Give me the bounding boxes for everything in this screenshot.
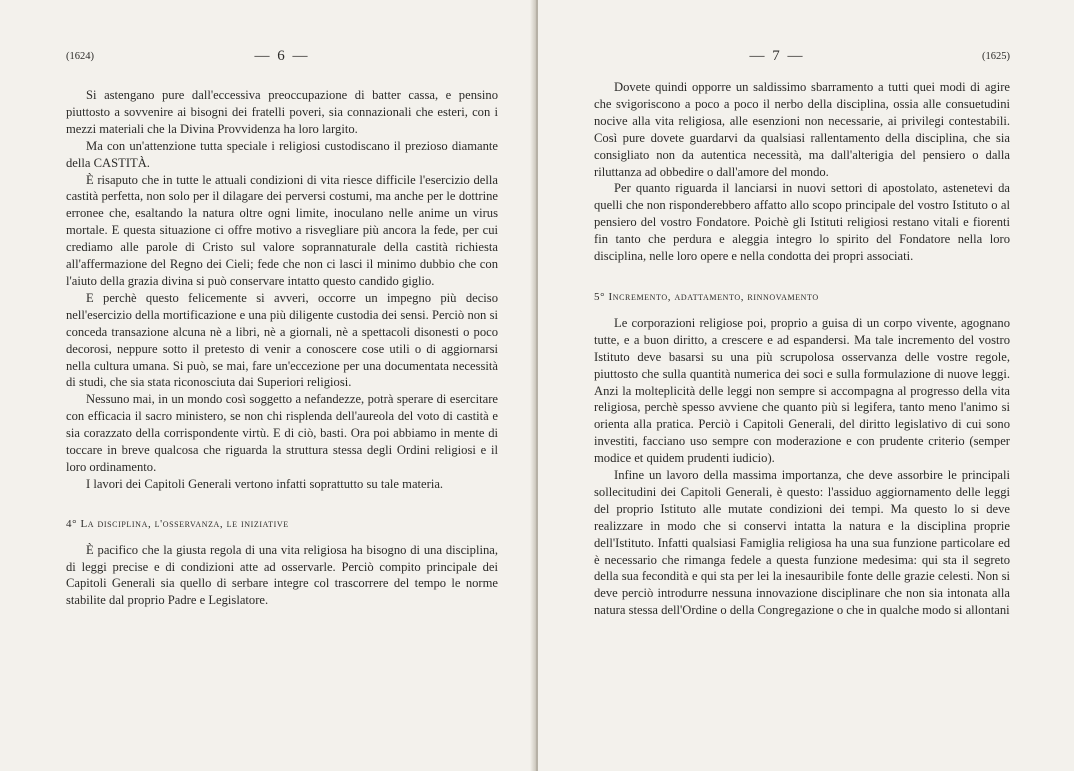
paragraph: Nessuno mai, in un mondo così soggetto a nefandezze, potrà sperare di esercitare con efficacia il sacro ministero, se non chi risplenda dell'aureola del voto di castità e sia corazzato della corrispondente virtù. E di ciò, basti. Ora poi abbiamo in mente di toccare in breve qualcosa che riguarda la struttura stessa degli Ordini religiosi e il loro ordinamento. [66, 392, 498, 474]
left-page-number: — 6 — [254, 48, 310, 64]
paragraph: Dovete quindi opporre un saldissimo sbarramento a tutti quei modi di agire che svigoriscono a poco a poco il nerbo della disciplina, ossia alle consuetudini nocive alla vita religiosa, alle esenzioni non necessarie, ai privilegi contestabili. Così pure dovete guardarvi da qualsiasi rallentamento della disciplina, che sia consigliato non da autentica necessità, ma dall'alterigia del pensiero o dalla riluttanza ad obbedire o dall'amore del mondo. [594, 80, 1010, 179]
paragraph: E perchè questo felicemente si avveri, occorre un impegno più deciso nell'esercizio della mortificazione e una più diligente custodia dei sensi. Perciò non si conceda transazione alcuna nè a libri, nè a giornali, nè a spettacoli disonesti o poco decorosi, neppure sotto il pretesto di venir a conoscere cose utili o di aggiornarsi nella cultura umana. Si può, se mai, fare un'eccezione per una documentata necessità di studi, che sia stata riconosciuta dai Superiori religiosi. [66, 290, 498, 390]
paragraph: Infine un lavoro della massima importanza, che deve assorbire le principali sollecitudini dei Capitoli Generali, è questo: l'assiduo aggiornamento delle leggi del proprio Istituto alle mutate condizioni dei tempi. Ma questo lo si deve realizzare in modo che si conservi intatta la natura e la disciplina proprie dell'Istituto. Infatti qualsiasi Famiglia religiosa ha una sua funzione particolare ed è necessario che rimanga fedele a questa funzione medesima: qui sta il segreto della sua fecondità e qui sta per lei la inesauribile fonte delle grazie celesti. Non si deve perciò introdurre nessuna innovazione disciplinare che non sia intonata alla natura stessa dell'Ordine o della Congregazione o che in qualche modo si allontani [594, 468, 1010, 618]
paragraph: Per quanto riguarda il lanciarsi in nuovi settori di apostolato, astenetevi da quelli che non risponderebbero affatto allo scopo principale del vostro Istituto o al pensiero del vostro Fondatore. Poichè gli Istituti religiosi restano vitali e fiorenti fin tanto che perdura e aleggia integro lo spirito del Fondatore nella loro disciplina, nelle loro opere e nella condotta dei propri associati. [594, 181, 1010, 264]
left-page [0, 0, 536, 771]
section-heading: 4° La disciplina, l'osservanza, le iniziative [66, 517, 289, 530]
section-heading: 5° Incremento, adattamento, rinnovamento [594, 290, 819, 303]
left-page-header [66, 48, 498, 68]
left-page-label: (1624) [66, 51, 94, 62]
paragraph: Ma con un'attenzione tutta speciale i religiosi custodiscano il prezioso diamante della CASTITÀ. [66, 138, 498, 170]
right-page-number: — 7 — [749, 48, 805, 64]
paragraph: I lavori dei Capitoli Generali vertono infatti soprattutto su tale materia. [86, 476, 444, 491]
paragraph: È risaputo che in tutte le attuali condizioni di vita riesce difficile l'esercizio della castità perfetta, non solo per il dilagare dei perversi costumi, ma anche per le dottrine erronee che, esaltando la natura oltre ogni limite, inoculano nelle anime un virus mortale. E questa situazione ci offre motivo a risvegliare più ancora la fede, per cui crediamo alle parole di Cristo sul valore soprannaturale della castità richiesta all'affermazione del Regno dei Cieli; fede che non ci lasci il minimo dubbio che con l'aiuto della grazia divina si può conservare intatto questo candido giglio. [66, 172, 498, 288]
right-page-header [594, 48, 1010, 68]
left-page-body [66, 87, 498, 609]
right-page [538, 0, 1074, 771]
paragraph: È pacifico che la giusta regola di una vita religiosa ha bisogno di una disciplina, di leggi precise e di condizioni atte ad osservarle. Perciò compito principale dei Capitoli Generali sia quello di serbare integre col trascorrere del tempo le norme stabilite dal proprio Padre e Legislatore. [66, 542, 498, 608]
right-page-label: (1625) [982, 51, 1010, 62]
paragraph: Si astengano pure dall'eccessiva preoccupazione di batter cassa, e pensino piuttosto a sovvenire ai bisogni dei fratelli poveri, sia connazionali che esteri, con i mezzi materiali che la Divina Provvidenza ha loro largito. [66, 88, 498, 136]
paragraph: Le corporazioni religiose poi, proprio a guisa di un corpo vivente, agognano tutte, e a buon diritto, a crescere e ad espandersi. Ma tale incremento del vostro Istituto deve basarsi su una più scrupolosa osservanza delle vostre regole, piuttosto che sulla quantità numerica dei soci e sulla formulazione di nuove leggi. Anzi la molteplicità delle leggi non sempre si accompagna al progresso della vita religiosa, perchè spesso avviene che quanto più si legifera, tanto meno l'animo si orienta alla pratica. Perciò i Capitoli Generali, del diritto legislativo di cui sono investiti, facciano uso sempre con moderazione e con prudente criterio (semper modice et quidem prudenti iudicio). [594, 315, 1010, 466]
right-page-body [594, 79, 1010, 619]
